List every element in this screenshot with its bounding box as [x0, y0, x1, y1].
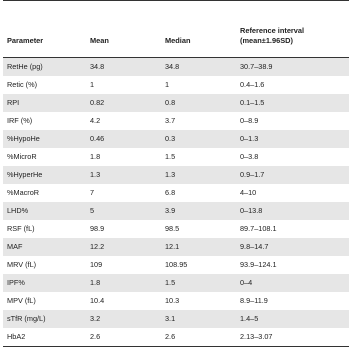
table-row [3, 94, 349, 112]
cell-parameter: RSF (fL) [7, 224, 35, 233]
cell-reference-interval: 1.4–5 [236, 310, 349, 328]
cell-mean: 109 [90, 260, 103, 269]
cell-mean: 7 [90, 188, 95, 197]
table-row [3, 310, 349, 328]
cell-parameter: %MicroR [7, 152, 37, 161]
table-row [3, 256, 349, 274]
cell-median: 12.1 [161, 238, 236, 256]
cell-reference-interval: 0.9–1.7 [236, 166, 349, 184]
cell-reference-interval: 0.4–1.6 [240, 80, 265, 89]
table-row [3, 220, 349, 238]
cell-parameter: RPI [3, 94, 86, 112]
cell-mean: 4.2 [90, 116, 101, 125]
cell-mean: 1.8 [90, 152, 101, 161]
cell-reference-interval: 0.1–1.5 [236, 94, 349, 112]
cell-reference-interval: 0–13.8 [236, 202, 349, 220]
table-row [3, 166, 349, 184]
cell-parameter: %HyperHe [3, 166, 86, 184]
cell-mean: 12.2 [86, 238, 161, 256]
cell-parameter: IPF% [3, 274, 86, 292]
cell-mean: 0.46 [86, 130, 161, 148]
table-row [3, 202, 349, 220]
cell-median: 6.8 [165, 188, 176, 197]
cell-reference-interval: 2.13–3.07 [236, 328, 349, 347]
cell-parameter: LHD% [3, 202, 86, 220]
cell-mean: 10.4 [90, 296, 105, 305]
cell-reference-interval: 0–4 [236, 274, 349, 292]
header-parameter: Parameter [3, 1, 86, 58]
cell-mean: 3.2 [86, 310, 161, 328]
cell-parameter: sTfR (mg/L) [3, 310, 86, 328]
cell-median: 0.8 [161, 94, 236, 112]
cell-reference-interval: 0–3.8 [240, 152, 259, 161]
cell-median: 3.7 [165, 116, 176, 125]
cell-reference-interval: 30.7–38.9 [236, 58, 349, 77]
cell-parameter: %MacroR [7, 188, 40, 197]
cell-parameter: RetHe (pg) [3, 58, 86, 77]
table-row [3, 274, 349, 292]
cell-median: 2.6 [161, 328, 236, 347]
cell-parameter: Retic (%) [7, 80, 37, 89]
cell-mean: 1.8 [86, 274, 161, 292]
cell-mean: 1.3 [86, 166, 161, 184]
cell-reference-interval: 4–10 [240, 188, 257, 197]
cell-mean: 0.82 [86, 94, 161, 112]
header-reference-interval-line2: (mean±1.96SD) [240, 36, 293, 45]
cell-mean: 98.9 [90, 224, 105, 233]
cell-median: 98.5 [165, 224, 180, 233]
cell-reference-interval: 93.9–124.1 [240, 260, 277, 269]
cell-mean: 34.8 [86, 58, 161, 77]
cell-reference-interval: 0–1.3 [236, 130, 349, 148]
header-reference-interval [236, 1, 349, 58]
cell-mean: 5 [86, 202, 161, 220]
table-row [3, 58, 349, 77]
cell-reference-interval: 9.8–14.7 [236, 238, 349, 256]
cell-median: 3.9 [161, 202, 236, 220]
cell-reference-interval: 89.7–108.1 [240, 224, 277, 233]
table-row [3, 184, 349, 202]
table-header-row [3, 1, 349, 58]
cell-parameter: %HypoHe [3, 130, 86, 148]
cell-median: 0.3 [161, 130, 236, 148]
cell-parameter: IRF (%) [7, 116, 33, 125]
cell-median: 34.8 [161, 58, 236, 77]
header-reference-interval-line1: Reference interval [240, 26, 305, 35]
cell-median: 1.3 [161, 166, 236, 184]
table-row [3, 328, 349, 347]
cell-parameter: MAF [3, 238, 86, 256]
cell-parameter: MRV (fL) [7, 260, 37, 269]
table-row [3, 76, 349, 94]
cell-median: 1.5 [165, 152, 176, 161]
cell-median: 1.5 [161, 274, 236, 292]
header-median: Median [161, 1, 236, 58]
cell-mean: 1 [90, 80, 95, 89]
cell-median: 108.95 [165, 260, 188, 269]
cell-median: 1 [165, 80, 170, 89]
table-body [3, 58, 349, 347]
cell-parameter: HbA2 [3, 328, 86, 347]
table-row [3, 112, 349, 130]
cell-reference-interval: 0–8.9 [240, 116, 259, 125]
cell-median: 10.3 [165, 296, 180, 305]
cell-parameter: MPV (fL) [7, 296, 36, 305]
header-mean: Mean [86, 1, 161, 58]
reference-interval-table [3, 0, 349, 347]
cell-reference-interval: 8.9–11.9 [240, 296, 268, 305]
table-row [3, 130, 349, 148]
table-row [3, 148, 349, 166]
table-row [3, 238, 349, 256]
cell-mean: 2.6 [86, 328, 161, 347]
cell-median: 3.1 [161, 310, 236, 328]
table-row [3, 292, 349, 310]
